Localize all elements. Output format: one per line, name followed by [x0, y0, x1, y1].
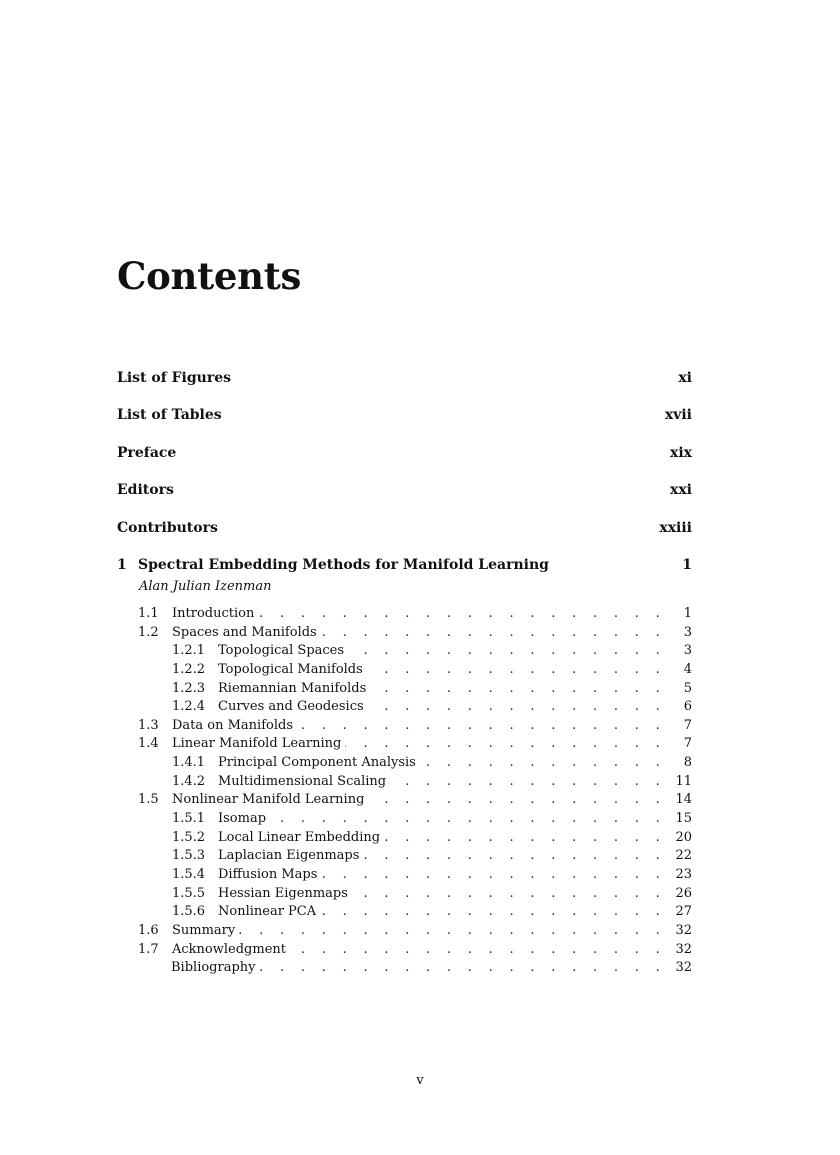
dot-leader	[367, 662, 666, 677]
dot-leader	[297, 718, 666, 733]
dot-leader	[348, 643, 666, 658]
entry-page: xvii	[664, 407, 692, 424]
entry-page: 7	[683, 736, 692, 752]
toc-entry[interactable]	[117, 923, 692, 942]
toc-entry-list-of-tables[interactable]	[117, 407, 692, 444]
entry-number: 1.5	[138, 792, 159, 808]
entry-title: Diffusion Maps	[218, 866, 318, 882]
dot-leader	[370, 681, 666, 696]
entry-page: 20	[675, 829, 692, 845]
entry-title: Topological Manifolds	[218, 661, 363, 677]
entry-number: 1.1	[138, 606, 159, 621]
entry-number: 1.4.2	[172, 773, 206, 789]
chapter-page: 1	[682, 557, 692, 573]
dot-leader	[384, 830, 666, 845]
dot-leader	[321, 867, 666, 882]
entry-page: 32	[675, 960, 692, 976]
entry-number: 1.5.6	[172, 904, 206, 920]
entry-page: 1	[683, 606, 692, 621]
toc-entry-preface[interactable]	[117, 445, 692, 482]
entry-page: 7	[683, 717, 692, 733]
entry-page: 32	[675, 941, 692, 957]
entry-page: 11	[675, 773, 692, 789]
entry-number: 1.2.1	[172, 643, 206, 659]
entry-page: xxi	[669, 482, 692, 499]
entry-number: 1.3	[138, 717, 159, 733]
entry-title: Spaces and Manifolds	[172, 624, 317, 640]
entry-title: Nonlinear PCA	[218, 904, 317, 920]
dot-leader	[363, 848, 666, 863]
dot-leader	[390, 774, 666, 789]
entry-title: Laplacian Eigenmaps	[218, 848, 360, 864]
entry-title: Editors	[117, 482, 174, 499]
toc-entry[interactable]	[117, 942, 692, 961]
entry-page: xxiii	[659, 519, 692, 536]
chapter-1-section	[117, 557, 692, 979]
entry-page: 5	[683, 680, 692, 696]
entry-title: Multidimensional Scaling	[218, 773, 387, 789]
chapter-author: Alan Julian Izenman	[139, 579, 272, 594]
toc-entry[interactable]	[117, 681, 692, 700]
entry-title: Bibliography	[171, 960, 256, 976]
entry-number: 1.7	[138, 941, 159, 957]
entry-title: List of Figures	[117, 370, 232, 386]
entry-number: 1.2.2	[172, 661, 206, 677]
dot-leader	[345, 736, 666, 751]
entry-page: 4	[683, 661, 692, 677]
toc-entry[interactable]	[117, 643, 692, 662]
entry-title: Isomap	[218, 811, 267, 827]
entry-page: 26	[675, 885, 692, 901]
entry-number: 1.5.2	[172, 829, 206, 845]
toc-entry[interactable]	[117, 625, 692, 644]
entry-title: Riemannian Manifolds	[218, 680, 367, 696]
toc-entry[interactable]	[117, 848, 692, 867]
entry-title: Hessian Eigenmaps	[218, 885, 348, 901]
entry-page: 23	[675, 866, 692, 882]
dot-leader	[368, 699, 666, 714]
entry-title: Acknowledgment	[172, 941, 286, 957]
entry-page: 15	[675, 811, 692, 827]
entry-number: 1.4	[138, 736, 159, 752]
toc-entry[interactable]	[117, 886, 692, 905]
entry-page: 3	[683, 643, 692, 659]
toc-entry[interactable]	[117, 606, 692, 625]
entry-title: Data on Manifolds	[172, 717, 293, 733]
entry-number: 1.5.4	[172, 866, 206, 882]
chapter-heading[interactable]	[117, 557, 692, 573]
dot-leader	[239, 923, 666, 938]
chapter-title: Spectral Embedding Methods for Manifold Learning	[138, 557, 549, 573]
entry-title: Principal Component Analysis	[218, 755, 416, 771]
entry-page: 32	[675, 922, 692, 938]
entry-number: 1.5.1	[172, 811, 206, 827]
entry-title: Summary	[172, 922, 236, 938]
toc-entry[interactable]	[117, 662, 692, 681]
entry-title: Preface	[117, 444, 177, 461]
front-matter-list	[117, 370, 692, 557]
entry-page: 8	[683, 755, 692, 771]
entry-number: 1.5.3	[172, 848, 206, 864]
dot-leader	[258, 606, 666, 621]
toc-entry[interactable]	[117, 736, 692, 755]
dot-leader	[270, 811, 666, 826]
page-number: v	[416, 1073, 424, 1088]
toc-entry[interactable]	[117, 830, 692, 849]
entry-page: 6	[683, 699, 692, 715]
entry-number: 1.6	[138, 922, 159, 938]
toc-entry[interactable]	[117, 792, 692, 811]
toc-entry[interactable]	[117, 867, 692, 886]
dot-leader	[290, 942, 666, 957]
toc-entry[interactable]	[117, 718, 692, 737]
chapter-entries	[117, 606, 692, 979]
toc-entry-editors[interactable]	[117, 482, 692, 519]
toc-entry-list-of-figures[interactable]	[117, 370, 692, 407]
entry-number: 1.4.1	[172, 755, 206, 771]
entry-number: 1.2.4	[172, 699, 206, 715]
entry-number: 1.5.5	[172, 885, 206, 901]
dot-leader	[352, 886, 666, 901]
entry-title: Contributors	[117, 519, 218, 536]
entry-page: xi	[678, 370, 692, 386]
dot-leader	[420, 755, 666, 770]
entry-page: 14	[675, 792, 692, 808]
dot-leader	[260, 960, 667, 975]
entry-page: 27	[675, 904, 692, 920]
toc-entry[interactable]	[117, 774, 692, 793]
entry-title: Curves and Geodesics	[218, 699, 364, 715]
toc-entry-bibliography[interactable]	[117, 960, 692, 979]
toc-entry[interactable]	[117, 699, 692, 718]
entry-title: Nonlinear Manifold Learning	[172, 792, 365, 808]
entry-page: xix	[669, 444, 692, 461]
dot-leader	[320, 904, 666, 919]
entry-title: Linear Manifold Learning	[172, 736, 342, 752]
page-title: Contents	[117, 254, 302, 298]
entry-title: Local Linear Embedding	[218, 829, 381, 845]
entry-title: Introduction	[172, 606, 255, 621]
toc-entry[interactable]	[117, 811, 692, 830]
dot-leader	[321, 625, 666, 640]
entry-number: 1.2	[138, 624, 159, 640]
entry-title: List of Tables	[117, 407, 222, 424]
entry-page: 22	[675, 848, 692, 864]
dot-leader	[368, 792, 666, 807]
entry-page: 3	[683, 624, 692, 640]
toc-entry-contributors[interactable]	[117, 520, 692, 557]
toc-entry[interactable]	[117, 904, 692, 923]
toc-entry[interactable]	[117, 755, 692, 774]
entry-title: Topological Spaces	[218, 643, 345, 659]
entry-number: 1.2.3	[172, 680, 206, 696]
chapter-number: 1	[117, 557, 127, 573]
